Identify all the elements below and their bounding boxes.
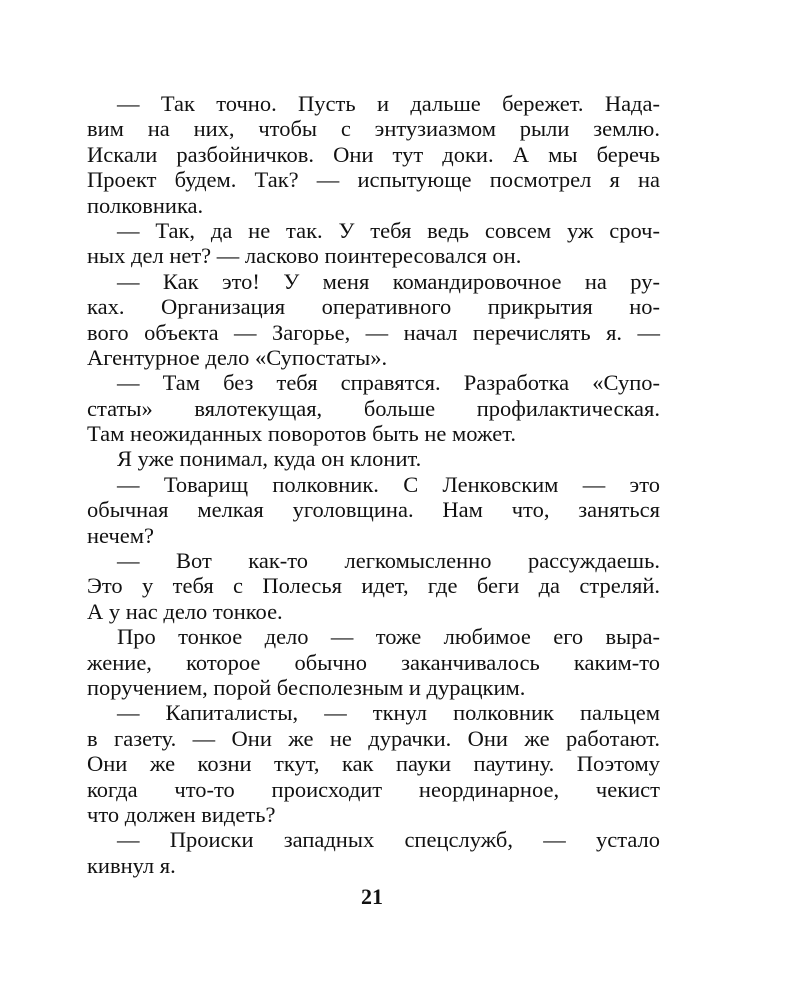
- text-line: — Как это! У меня командировочное на ру-: [117, 268, 660, 294]
- text-line: Это у тебя с Полесья идет, где беги да стреляй.: [87, 573, 660, 599]
- text-line: статы» вялотекущая, больше профилактическая.: [87, 395, 660, 421]
- text-line: — Капиталисты, — ткнул полковник пальцем: [117, 700, 660, 726]
- page-number: 21: [361, 884, 383, 909]
- text-line: — Товарищ полковник. С Ленковским — это: [117, 471, 660, 497]
- text-line: Агентурное дело «Супостаты».: [87, 344, 388, 370]
- text-line: полковника.: [87, 192, 204, 218]
- text-line: — Так, да не так. У тебя ведь совсем уж сроч-: [117, 217, 660, 243]
- text-line: Проект будем. Так? — испытующе посмотрел я на: [87, 167, 660, 193]
- text-line: вого объекта — Загорье, — начал перечислять я. —: [87, 319, 660, 345]
- text-line: вим на них, чтобы с энтузиазмом рыли землю.: [87, 116, 660, 142]
- text-line: ных дел нет? — ласково поинтересовался он.: [87, 243, 522, 269]
- text-line: что должен видеть?: [87, 801, 276, 827]
- text-line: — Так точно. Пусть и дальше бережет. Нада-: [117, 91, 660, 116]
- text-line: Искали разбойничков. Они тут доки. А мы беречь: [87, 141, 660, 167]
- text-line: — Вот как-то легкомысленно рассуждаешь.: [117, 548, 660, 574]
- text-line: ках. Организация оперативного прикрытия но-: [87, 294, 660, 320]
- text-line: поручением, порой бесполезным и дурацким.: [87, 674, 526, 700]
- text-line: кивнул я.: [87, 852, 176, 878]
- text-line: в газету. — Они же не дурачки. Они же работают.: [87, 725, 660, 751]
- text-line: обычная мелкая уголовщина. Нам что, заняться: [87, 497, 660, 523]
- text-line: — Там без тебя справятся. Разработка «Супо-: [117, 370, 660, 396]
- text-line: Я уже понимал, куда он клонит.: [117, 446, 422, 472]
- body-text: [87, 91, 660, 878]
- text-line: А у нас дело тонкое.: [87, 598, 283, 624]
- text-line: Они же козни ткут, как пауки паутину. Поэтому: [87, 751, 660, 777]
- text-line: — Происки западных спецслужб, — устало: [117, 827, 660, 853]
- text-line: Там неожиданных поворотов быть не может.: [87, 421, 516, 447]
- text-line: Про тонкое дело — тоже любимое его выра-: [117, 624, 660, 650]
- text-line: нечем?: [87, 522, 154, 548]
- text-line: жение, которое обычно заканчивалось каким-то: [87, 649, 660, 675]
- text-line: когда что-то происходит неординарное, чекист: [87, 776, 660, 802]
